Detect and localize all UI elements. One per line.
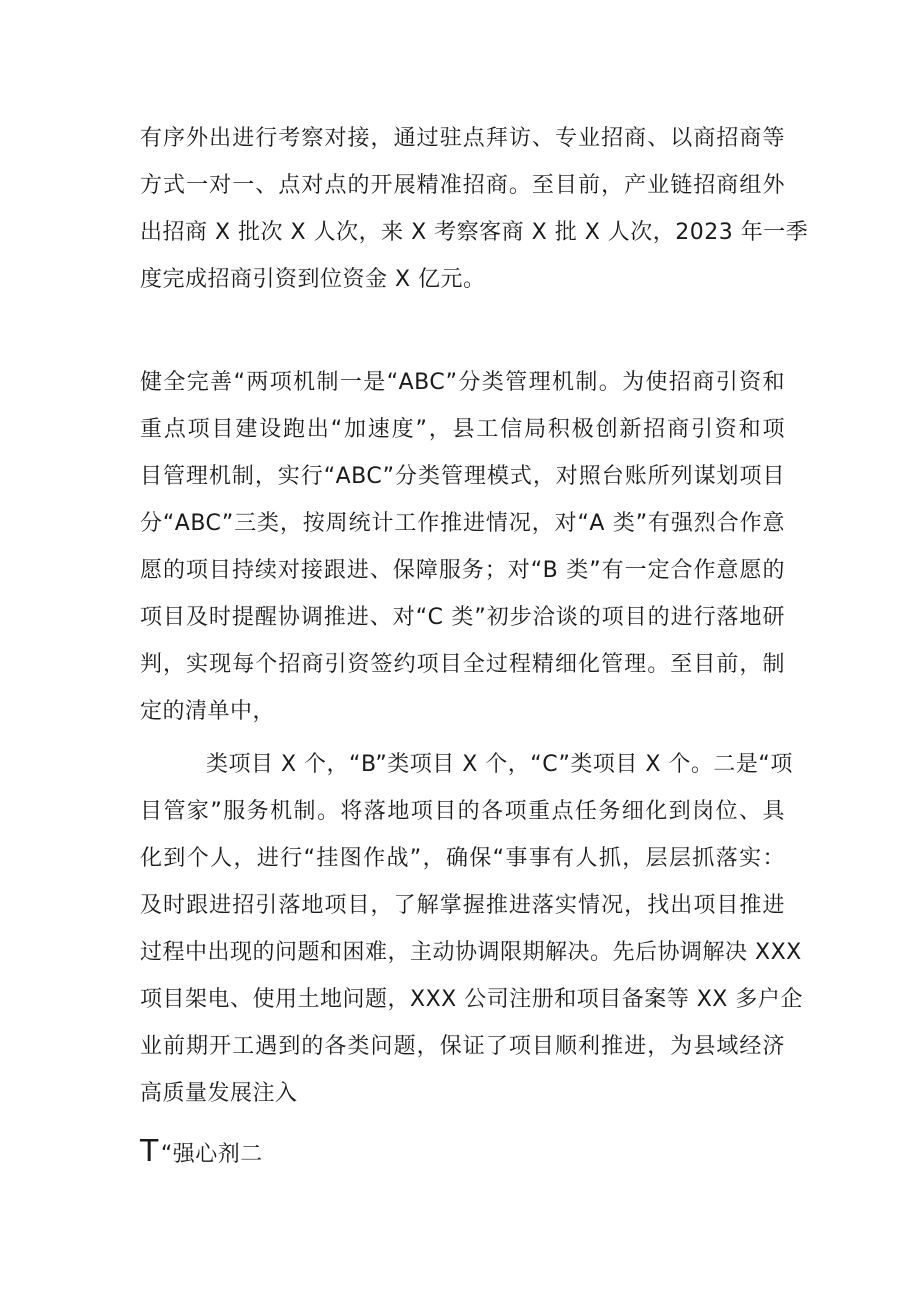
paragraph-2-line-1: 健全完善“两项机制一是“ABC”分类管理机制。为使招商引资和 bbox=[140, 370, 785, 395]
paragraph-2-line-4: 分“ABC”三类，按周统计工作推进情况，对“A 类”有强烈合作意 bbox=[140, 511, 785, 536]
paragraph-3-line-4: 及时跟进招引落地项目，了解掌握推进落实情况，找出项目推进 bbox=[140, 893, 785, 918]
closing-line-lead: T bbox=[140, 1134, 159, 1169]
closing-line bbox=[140, 1134, 785, 1173]
closing-line-text: “强心剂二 bbox=[160, 1142, 263, 1167]
paragraph-1-line-3: 出招商 X 批次 X 人次，来 X 考察客商 X 批 X 人次，2023 年一季 bbox=[140, 220, 809, 245]
paragraph-1-line-1: 有序外出进行考察对接，通过驻点拜访、专业招商、以商招商等 bbox=[140, 126, 785, 151]
paragraph-3-line-3: 化到个人，进行“挂图作战”，确保“事事有人抓，层层抓落实： bbox=[140, 846, 785, 871]
paragraph-3-line-7: 业前期开工遇到的各类问题，保证了项目顺利推进，为县域经济 bbox=[140, 1034, 785, 1059]
paragraph-3-line-2: 目管家”服务机制。将落地项目的各项重点任务细化到岗位、具 bbox=[140, 799, 785, 824]
paragraph-1-line-4: 度完成招商引资到位资金 X 亿元。 bbox=[140, 267, 486, 292]
paragraph-2-line-3: 目管理机制，实行“ABC”分类管理模式，对照台账所列谋划项目 bbox=[140, 464, 785, 489]
paragraph-3-line-5: 过程中出现的问题和困难，主动协调限期解决。先后协调解决 XXX bbox=[140, 940, 802, 965]
paragraph-2-line-8: 定的清单中， bbox=[140, 699, 276, 724]
paragraph-3-line-6: 项目架电、使用土地问题，XXX 公司注册和项目备案等 XX 多户企 bbox=[140, 987, 803, 1012]
paragraph-2-line-5: 愿的项目持续对接跟进、保障服务；对“B 类”有一定合作意愿的 bbox=[140, 558, 785, 583]
paragraph-2-line-7: 判，实现每个招商引资签约项目全过程精细化管理。至目前，制 bbox=[140, 652, 785, 677]
paragraph-3-line-1: 类项目 X 个，“B”类项目 X 个，“C”类项目 X 个。二是“项 bbox=[206, 752, 793, 777]
paragraph-3-line-8: 高质量发展注入 bbox=[140, 1081, 298, 1106]
paragraph-1-line-2: 方式一对一、点对点的开展精准招商。至目前，产业链招商组外 bbox=[140, 173, 785, 198]
paragraph-2-line-2: 重点项目建设跑出“加速度”，县工信局积极创新招商引资和项 bbox=[140, 417, 785, 442]
paragraph-2-line-6: 项目及时提醒协调推进、对“C 类”初步洽谈的项目的进行落地研 bbox=[140, 605, 785, 630]
